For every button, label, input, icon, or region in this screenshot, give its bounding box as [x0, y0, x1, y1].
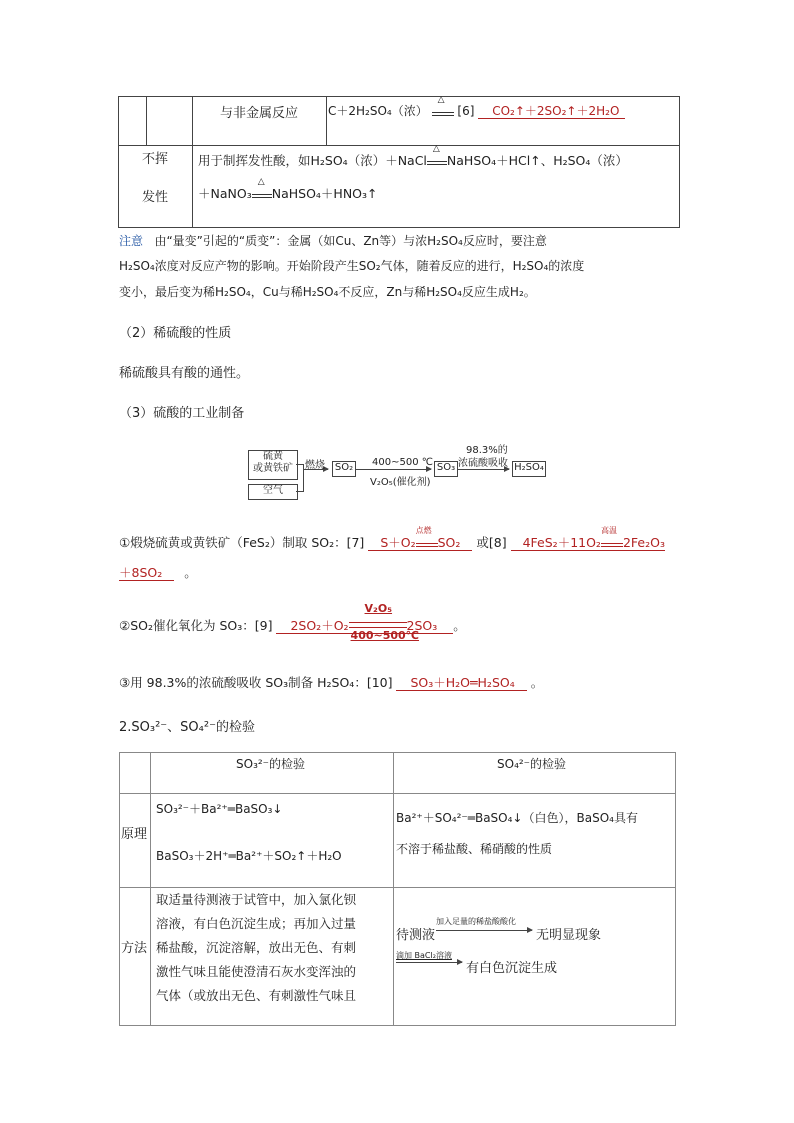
note-line3: 变小，最后变为稀H₂SO₄，Cu与稀H₂SO₄不反应，Zn与稀H₂SO₄反应生成H₂。	[119, 285, 536, 299]
principle-so4-line1: Ba²⁺＋SO₄²⁻═BaSO₄↓（白色），BaSO₄具有	[396, 811, 638, 825]
row2-line2: ＋NaNO₃ △ NaHSO₄＋HNO₃↑	[198, 177, 378, 201]
flow-cond-top: 400~500 ℃	[372, 457, 433, 468]
note-line2: H₂SO₄浓度对反应产物的影响。开始阶段产生SO₂气体，随着反应的进行，H₂SO₄的浓度	[119, 259, 585, 273]
flow-box-h2so4: H₂SO₄	[512, 461, 546, 477]
principle-so3-line1: SO₃²⁻＋Ba²⁺═BaSO₃↓	[156, 802, 283, 816]
step1-line1: ①煅烧硫黄或黄铁矿（FeS₂）制取 SO₂：[7] S＋O₂ 点燃 SO₂ 或[8] 4FeS₂＋11O₂ 高温 2Fe₂O₃	[119, 526, 665, 550]
row2-line1: 用于制挥发性酸，如H₂SO₄（浓）＋NaCl △ NaHSO₄＋HCl↑、H₂SO₄（浓）	[198, 144, 628, 168]
step1-line2: ＋8SO₂ 。	[119, 565, 197, 580]
answer-10: SO₃＋H₂O═H₂SO₄	[396, 675, 526, 691]
note-line1: 注意 由“量变”引起的“质变”：金属（如Cu、Zn等）与浓H₂SO₄反应时，要注意	[119, 234, 547, 248]
section3-title: （3）硫酸的工业制备	[119, 406, 245, 421]
method-so4-result1: 无明显现象	[536, 928, 602, 943]
method-so4-result2: 有白色沉淀生成	[466, 961, 558, 976]
answer-6: CO₂↑＋2SO₂↑＋2H₂O	[478, 104, 625, 119]
method-so3-text: 取适量待测液于试管中，加入氯化钡 溶液，有白色沉淀生成；再加入过量 稀盐酸，沉淀溶解，放出无色、有刺 激性气味且能使澄清石灰水变浑浊的 气体（或放出无色、有刺激性气味且	[156, 892, 357, 1003]
row1-label: 与非金属反应	[220, 106, 299, 121]
method-so4-start: 待测液	[396, 928, 436, 943]
heat-condition: △	[252, 186, 272, 201]
row2-label-b: 发性	[142, 190, 169, 205]
row-principle-label: 原理	[121, 827, 148, 842]
section-test-title: 2.SO₃²⁻、SO₄²⁻的检验	[119, 720, 255, 735]
flow-cond-bottom: V₂O₅(催化剂)	[370, 477, 431, 488]
note-label: 注意	[119, 234, 144, 248]
flow-absorb-top: 98.3%的	[466, 445, 508, 456]
answer-9: 2SO₂＋O₂ $\frac{\text{V₂O₅}}{400\sim 500℃}$ 2SO₃	[276, 618, 453, 634]
method-so4-arrow1	[436, 930, 532, 931]
flow-box-so2: SO₂	[332, 461, 356, 477]
method-so4-arrow1-label: 加入足量的稀盐酸酸化	[436, 917, 516, 926]
step2-line: ②SO₂催化氧化为 SO₃：[9] 2SO₂＋O₂ $\frac{\text{V₂O₅}}{400\sim 500℃}$ 2SO₃ 。	[119, 602, 466, 642]
row-method-label: 方法	[121, 941, 148, 956]
heat-condition: △	[432, 104, 454, 118]
answer-7: S＋O₂ 点燃 SO₂	[368, 535, 472, 551]
principle-so3-line2: BaSO₃＋2H⁺═Ba²⁺＋SO₂↑＋H₂O	[156, 849, 342, 863]
flow-box-so3: SO₃	[434, 461, 458, 477]
row2-label-a: 不挥	[142, 152, 169, 167]
flow-box-air: 空气	[248, 484, 298, 500]
heat-condition: △	[427, 153, 447, 168]
test-head-so4: SO₄²⁻的检验	[497, 757, 567, 771]
step3-line: ③用 98.3%的浓硫酸吸收 SO₃制备 H₂SO₄：[10] SO₃＋H₂O═H₂SO₄ 。	[119, 675, 544, 690]
section2-title: （2）稀硫酸的性质	[119, 326, 232, 341]
principle-so4-line2: 不溶于稀盐酸、稀硝酸的性质	[396, 842, 553, 856]
answer-8: 4FeS₂＋11O₂ 高温 2Fe₂O₃	[511, 535, 665, 551]
row1-equation: C＋2H₂SO₄（浓） △ [6] CO₂↑＋2SO₂↑＋2H₂O	[328, 102, 625, 119]
method-so4-arrow2	[396, 962, 462, 963]
flow-box-raw: 硫黄 或黄铁矿	[248, 450, 298, 480]
flow-absorb-bottom: 浓硫酸吸收	[458, 458, 508, 469]
test-head-so3: SO₃²⁻的检验	[236, 757, 306, 771]
section2-text: 稀硫酸具有酸的通性。	[119, 366, 250, 381]
method-so4-arrow2-label: 滴加 BaCl₂溶液	[396, 951, 452, 960]
flow-label-burn: 燃烧	[305, 460, 325, 471]
